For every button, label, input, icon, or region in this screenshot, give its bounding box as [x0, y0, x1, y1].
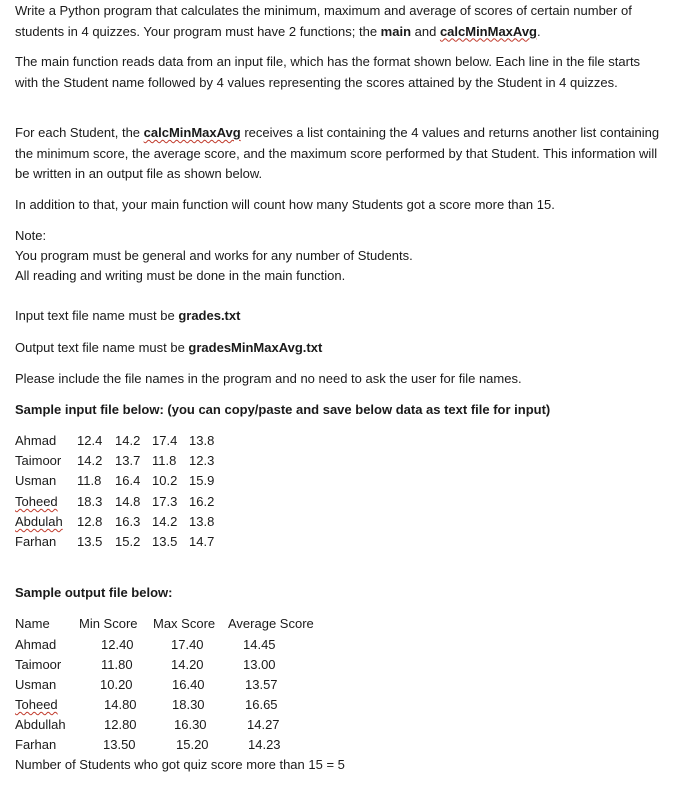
output-file-label: Output text file name must be — [15, 340, 189, 355]
input-file-label: Input text file name must be — [15, 308, 179, 323]
output-student-name: Farhan — [15, 737, 57, 752]
note-line-1: You program must be general and works for any number of Students. — [15, 248, 413, 263]
input-score: 15.9 — [189, 473, 215, 488]
input-score: 18.3 — [77, 494, 103, 509]
input-score: 13.5 — [152, 534, 178, 549]
function-text: For each Student, the — [15, 125, 144, 140]
input-score: 14.8 — [115, 494, 141, 509]
sample-output-heading: Sample output file below: — [15, 585, 173, 600]
input-score: 16.3 — [115, 514, 141, 529]
input-student-name: Farhan — [15, 534, 57, 549]
output-avg: 16.65 — [245, 697, 278, 712]
calc-function-name-2: calcMinMaxAvg — [143, 125, 241, 140]
output-min: 13.50 — [103, 737, 136, 752]
input-student-name: Taimoor — [15, 453, 62, 468]
input-score: 15.2 — [115, 534, 141, 549]
output-avg: 14.27 — [247, 717, 280, 732]
output-min: 11.80 — [101, 657, 133, 672]
output-file-name: gradesMinMaxAvg.txt — [188, 340, 323, 355]
output-max: 15.20 — [176, 737, 209, 752]
output-student-name: Ahmad — [15, 637, 57, 652]
output-max: 14.20 — [171, 657, 204, 672]
input-file-name: grades.txt — [178, 308, 241, 323]
input-score: 10.2 — [152, 473, 178, 488]
input-score: 13.7 — [115, 453, 141, 468]
output-file-line — [15, 338, 665, 359]
output-min: 10.20 — [100, 677, 133, 692]
header-average-score: Average Score — [228, 616, 314, 631]
header-min-score: Min Score — [79, 616, 138, 631]
count-paragraph: In addition to that, your main function will count how many Students got a score more than 15. — [15, 197, 555, 212]
output-student-name: Taimoor — [15, 657, 62, 672]
input-student-name: Toheed — [15, 494, 58, 509]
input-score: 17.4 — [152, 433, 178, 448]
input-score: 12.3 — [189, 453, 215, 468]
sample-input-heading: Sample input file below: (you can copy/paste and save below data as text file for input) — [15, 402, 551, 417]
input-score: 12.4 — [77, 433, 103, 448]
input-student-name: Abdulah — [15, 514, 63, 529]
include-note: Please include the file names in the program and no need to ask the user for file names. — [15, 371, 522, 386]
output-student-name: Toheed — [15, 697, 58, 712]
input-score: 11.8 — [152, 453, 177, 468]
input-score: 14.2 — [77, 453, 103, 468]
output-min: 14.80 — [104, 697, 137, 712]
note-line-2: All reading and writing must be done in the main function. — [15, 268, 346, 283]
function-description-paragraph — [15, 123, 665, 185]
intro-text: Write a Python program that calculates the minimum, maximum and average of scores of certain number of students in 4 quizzes. Your program must have 2 functions; the — [15, 3, 632, 39]
input-student-name: Ahmad — [15, 433, 57, 448]
output-max: 16.30 — [174, 717, 207, 732]
input-score: 14.2 — [115, 433, 141, 448]
calc-function-name: calcMinMaxAvg — [439, 23, 537, 39]
input-score: 14.7 — [189, 534, 215, 549]
output-avg: 13.00 — [243, 657, 276, 672]
input-score: 17.3 — [152, 494, 178, 509]
input-format-paragraph: The main function reads data from an input file, which has the format shown below. Each line in the file starts with the Student name followed by 4 values representing the scores attained by the Student in 4 quizzes. — [15, 54, 641, 90]
output-summary: Number of Students who got quiz score more than 15 = 5 — [15, 757, 345, 772]
main-function-name: main — [380, 23, 412, 39]
function-text-rest: receives a list containing the 4 values and returns another list containing the minimum score, the average score, and the maximum score performed by that Student. This information will be written in an output file as shown below. — [15, 125, 660, 181]
output-max: 16.40 — [172, 677, 205, 692]
output-max: 17.40 — [171, 637, 204, 652]
output-avg: 14.45 — [243, 637, 276, 652]
output-student-name: Usman — [15, 677, 57, 692]
intro-text-and: and — [411, 23, 440, 39]
output-avg: 14.23 — [248, 737, 281, 752]
note-title: Note: — [15, 228, 47, 243]
output-max: 18.30 — [172, 697, 205, 712]
input-score: 13.8 — [189, 433, 215, 448]
input-score: 16.2 — [189, 494, 215, 509]
intro-paragraph — [15, 1, 665, 42]
input-file-line — [15, 306, 665, 327]
output-avg: 13.57 — [245, 677, 278, 692]
header-name: Name — [15, 616, 50, 631]
intro-text-end: . — [537, 23, 541, 39]
input-score: 16.4 — [115, 473, 141, 488]
input-score: 13.5 — [77, 534, 103, 549]
output-student-name: Abdullah — [15, 717, 66, 732]
input-score: 12.8 — [77, 514, 103, 529]
header-max-score: Max Score — [153, 616, 216, 631]
input-score: 11.8 — [77, 473, 102, 488]
output-min: 12.80 — [104, 717, 137, 732]
input-score: 14.2 — [152, 514, 178, 529]
input-student-name: Usman — [15, 473, 57, 488]
output-min: 12.40 — [101, 637, 134, 652]
input-score: 13.8 — [189, 514, 215, 529]
